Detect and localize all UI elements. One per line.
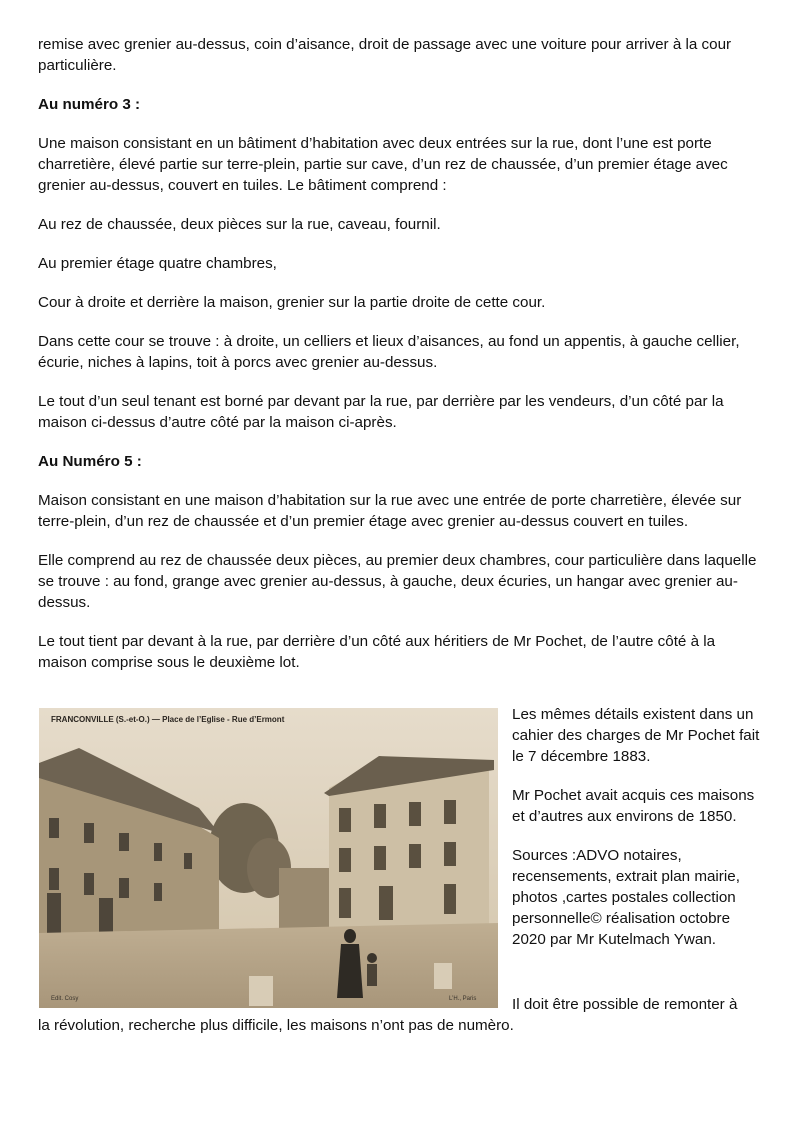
section-heading: Au Numéro 5 : [38, 453, 142, 470]
section-heading: Au numéro 3 : [38, 96, 141, 113]
closing-line-1: Il doit être possible de remonter à [512, 996, 738, 1013]
paragraph: Au rez de chaussée, deux pièces sur la rue, caveau, fournil. [38, 216, 441, 233]
paragraph: Au premier étage quatre chambres, [38, 255, 277, 272]
postcard-publisher-left: Edit. Cosy [51, 996, 79, 1002]
side-column [512, 704, 762, 968]
document-body [38, 34, 758, 691]
paragraph: Le tout tient par devant à la rue, par derrière d’un côté aux héritiers de Mr Pochet, de l’autre côté à la maison comprise sous le deuxième lot. [38, 633, 716, 671]
paragraph: Le tout d’un seul tenant est borné par devant par la rue, par derrière par les vendeurs, d’un côté par la maison ci-dessus d’autre côté par la maison ci-après. [38, 393, 724, 431]
paragraph: Cour à droite et derrière la maison, grenier sur la partie droite de cette cour. [38, 294, 546, 311]
postcard-photo [39, 708, 498, 1008]
side-paragraph: Sources :ADVO notaires, recensements, extrait plan mairie, photos ,cartes postales collection personnelle© réalisation octobre 2020 par Mr Kutelmach Ywan. [512, 847, 740, 948]
postcard-illustration [39, 708, 498, 1008]
paragraph: Une maison consistant en un bâtiment d’habitation avec deux entrées sur la rue, dont l’une est porte charretière, élevé partie sur terre-plein, partie sur cave, d’un rez de chaussée, d’un premier étage avec grenier au-dessus, couvert en tuiles. Le bâtiment comprend : [38, 135, 728, 194]
paragraph: Elle comprend au rez de chaussée deux pièces, au premier deux chambres, cour particulière dans laquelle se trouve : au fond, grange avec grenier au-dessus, à gauche, deux écuries, un hangar avec grenier au-dessus. [38, 552, 757, 611]
side-paragraph: Mr Pochet avait acquis ces maisons et d’autres aux environs de 1850. [512, 787, 755, 825]
paragraph: Dans cette cour se trouve : à droite, un celliers et lieux d’aisances, au fond un appentis, à gauche cellier, écurie, niches à lapins, toit à porcs avec grenier au-dessus. [38, 333, 740, 371]
postcard-publisher-right: L’H., Paris [449, 996, 477, 1002]
paragraph: remise avec grenier au-dessus, coin d’aisance, droit de passage avec une voiture pour arriver à la cour particulière. [38, 36, 732, 74]
side-paragraph: Les mêmes détails existent dans un cahier des charges de Mr Pochet fait le 7 décembre 1883. [512, 706, 760, 765]
paragraph: Maison consistant en une maison d’habitation sur la rue avec une entrée de porte charretière, élevée sur terre-plein, d’un rez de chaussée et d’un premier étage avec grenier au-dessus couvert en tuiles. [38, 492, 742, 530]
closing-line-2: la révolution, recherche plus difficile, les maisons n’ont pas de numèro. [38, 1017, 514, 1034]
postcard-caption: FRANCONVILLE (S.-et-O.) — Place de l’Eglise - Rue d’Ermont [51, 715, 285, 724]
